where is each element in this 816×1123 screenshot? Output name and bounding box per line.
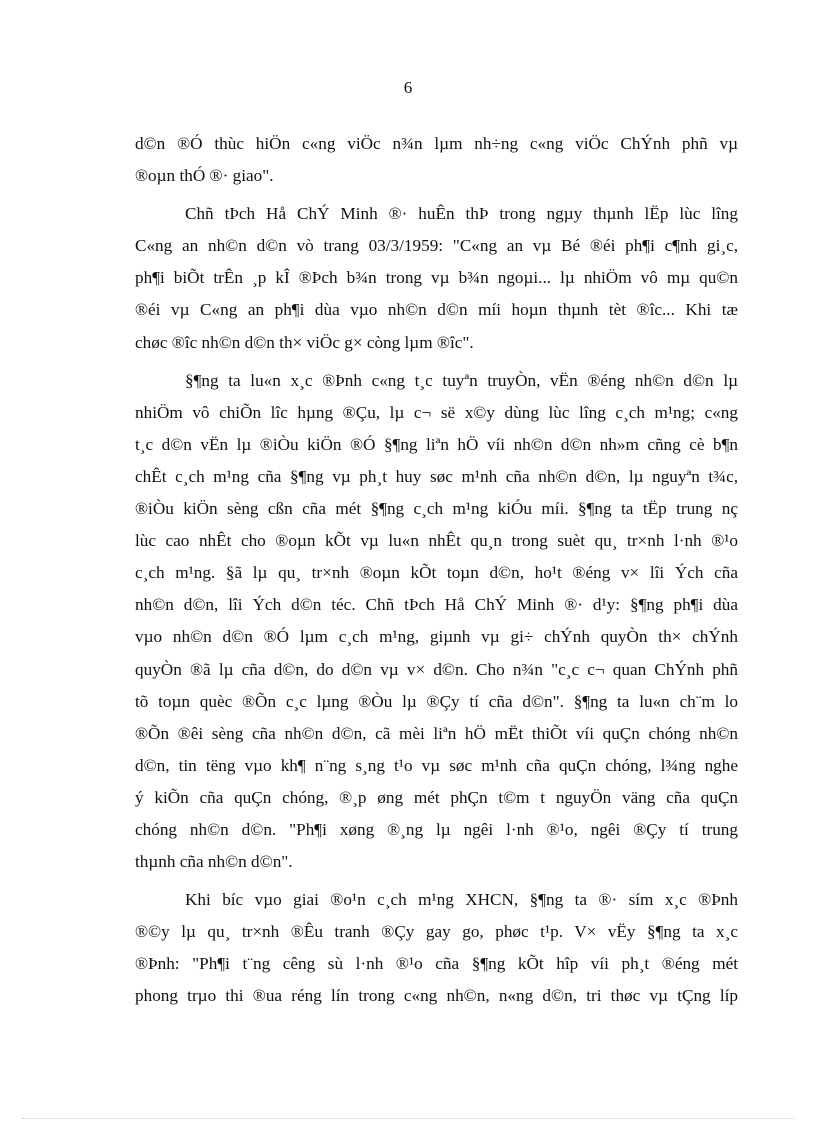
text-line: quyÒn ®ã lµ cña d©n, do d©n vµ v× d©n. Cho n¾n "c¸c c¬ quan ChÝnh phñ bbox=[135, 659, 738, 679]
body-text bbox=[135, 128, 738, 1013]
text-line: ®éi vµ C«ng an ph¶i dùa vµo nh©n d©n míi hoµn thµnh tèt ®îc... Khi tæ bbox=[135, 300, 738, 320]
text-line: ®Þnh: "Ph¶i t¨ng cêng sù l·nh ®¹o cña §¶ng kÕt hîp víi ph¸t ®éng mét bbox=[135, 954, 738, 974]
text-line: d©n, tin tëng vµo kh¶ n¨ng s¸ng t¹o vµ søc m¹nh cña quÇn chóng, l¾ng nghe bbox=[135, 755, 738, 775]
text-line: t¸c d©n vËn lµ ®iÒu kiÖn ®Ó §¶ng liªn hÖ víi nh©n d©n nh»m cñng cè b¶n bbox=[135, 434, 738, 454]
text-line: d©n ®Ó thùc hiÖn c«ng viÖc n¾n lµm nh÷ng c«ng viÖc ChÝnh phñ vµ bbox=[135, 134, 738, 153]
text-line: ®oµn thÓ ®· giao". bbox=[135, 166, 274, 186]
text-line: Chñ tÞch Hå ChÝ Minh ®· huÊn thÞ trong ngµy thµnh lËp lùc lîng bbox=[185, 204, 738, 224]
text-line: nhiÖm vô chiÕn lîc hµng ®Çu, lµ c¬ së x©y dùng lùc lîng c¸ch m¹ng; c«ng bbox=[135, 402, 738, 422]
text-line: chøc ®îc nh©n d©n th× viÖc g× còng lµm ®îc". bbox=[135, 332, 474, 352]
text-line: c¸ch m¹ng. §ã lµ qu¸ tr×nh ®oµn kÕt toµn d©n, ho¹t ®éng v× lîi Ých cña bbox=[135, 563, 738, 583]
text-line: ®Õn ®êi sèng cña nh©n d©n, cã mèi liªn hÖ mËt thiÕt víi quÇn chóng nh©n bbox=[135, 723, 738, 743]
page-number: 6 bbox=[403, 78, 413, 97]
text-line: Khi bíc vµo giai ®o¹n c¸ch m¹ng XHCN, §¶ng ta ®· sím x¸c ®Þnh bbox=[185, 890, 738, 910]
footer-rule bbox=[22, 1118, 794, 1119]
text-line: ®©y lµ qu¸ tr×nh ®Êu tranh ®Çy gay go, phøc t¹p. V× vËy §¶ng ta x¸c bbox=[135, 922, 738, 942]
text-line: C«ng an nh©n d©n vò trang 03/3/1959: "C«ng an vµ Bé ®éi ph¶i c¶nh gi¸c, bbox=[135, 236, 738, 256]
text-line: chÊt c¸ch m¹ng cña §¶ng vµ ph¸t huy søc m¹nh cña nh©n d©n, lµ nguyªn t¾c, bbox=[135, 466, 738, 486]
text-line: ý kiÕn cña quÇn chóng, ®¸p øng mét phÇn t©m t nguyÖn väng cña quÇn bbox=[135, 787, 738, 807]
text-line: vµo nh©n d©n ®Ó lµm c¸ch m¹ng, giµnh vµ gi÷ chÝnh quyÒn th× chÝnh bbox=[135, 627, 738, 647]
text-line: ®iÒu kiÖn sèng cßn cña mét §¶ng c¸ch m¹ng kiÓu míi. §¶ng ta tËp trung nç bbox=[135, 499, 738, 519]
text-line: ph¶i biÕt trÊn ¸p kÎ ®Þch b¾n trong vµ b¾n ngoµi... lµ nhiÖm vô mµ qu©n bbox=[135, 268, 738, 288]
text-line: nh©n d©n, lîi Ých d©n téc. Chñ tÞch Hå ChÝ Minh ®· d¹y: §¶ng ph¶i dùa bbox=[135, 595, 738, 615]
text-line: §¶ng ta lu«n x¸c ®Þnh c«ng t¸c tuyªn truyÒn, vËn ®éng nh©n d©n lµ bbox=[185, 370, 738, 390]
text-line: tõ toµn quèc ®Õn c¸c lµng ®Òu lµ ®Çy tí cña d©n". §¶ng ta lu«n ch¨m lo bbox=[135, 691, 738, 711]
text-line: chóng nh©n d©n. "Ph¶i xøng ®¸ng lµ ngêi l·nh ®¹o, ngêi ®Çy tí trung bbox=[135, 819, 738, 839]
text-line: lùc cao nhÊt cho ®oµn kÕt vµ lu«n nhÊt qu¸n trong suèt qu¸ tr×nh l·nh ®¹o bbox=[135, 531, 738, 551]
text-line: thµnh cña nh©n d©n". bbox=[135, 852, 293, 872]
text-line: phong trµo thi ®ua réng lín trong c«ng nh©n, n«ng d©n, tri thøc vµ tÇng líp bbox=[135, 986, 738, 1006]
